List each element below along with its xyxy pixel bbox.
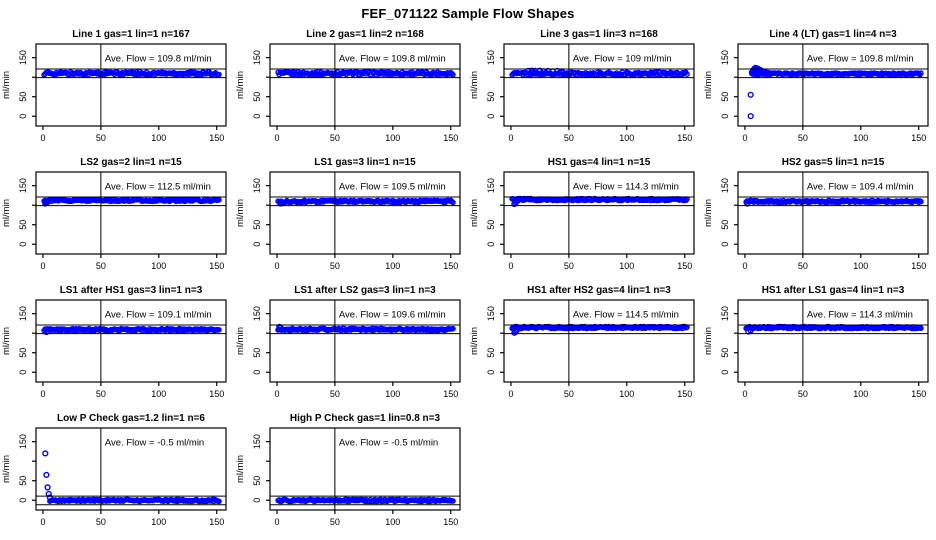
- ave-flow-annotation: Ave. Flow = 109.1 ml/min: [104, 309, 212, 321]
- y-tick-label: 50: [18, 347, 28, 358]
- flow-panel-4: [702, 26, 936, 154]
- ave-flow-annotation: Ave. Flow = 109.8 ml/min: [104, 53, 212, 65]
- panel-plot: [234, 282, 468, 410]
- flow-panel-7: [468, 154, 702, 282]
- y-tick-label: 0: [18, 369, 28, 375]
- x-tick-label: 0: [274, 261, 280, 271]
- y-axis-label: ml/min: [235, 71, 246, 99]
- panel-plot: [234, 26, 468, 154]
- x-tick-label: 150: [443, 133, 459, 143]
- data-points: [748, 65, 923, 118]
- x-tick-label: 0: [508, 133, 514, 143]
- y-tick-label: 0: [252, 113, 262, 119]
- y-axis-label: ml/min: [1, 455, 12, 483]
- y-axis-label: ml/min: [235, 199, 246, 227]
- y-tick-label: 50: [486, 219, 496, 230]
- y-axis-label: ml/min: [1, 71, 12, 99]
- x-tick-label: 100: [151, 517, 167, 527]
- panel-plot: [234, 410, 468, 538]
- y-tick-label: 0: [252, 497, 262, 503]
- data-points: [276, 198, 455, 206]
- data-points: [276, 70, 455, 77]
- x-tick-label: 100: [151, 261, 167, 271]
- panel-title: Line 2 gas=1 lin=2 n=168: [306, 29, 424, 40]
- x-tick-label: 50: [563, 261, 574, 271]
- y-tick-label: 150: [486, 306, 496, 322]
- y-tick-label: 0: [486, 241, 496, 247]
- y-axis-label: ml/min: [235, 327, 246, 355]
- x-tick-label: 150: [911, 389, 927, 399]
- data-point-special: [748, 114, 753, 119]
- x-tick-label: 150: [443, 261, 459, 271]
- y-tick-label: 150: [720, 178, 730, 194]
- y-tick-label: 50: [18, 219, 28, 230]
- ave-flow-annotation: Ave. Flow = 109.5 ml/min: [338, 181, 446, 193]
- y-axis-label: ml/min: [235, 455, 246, 483]
- y-tick-label: 0: [486, 369, 496, 375]
- flow-panel-11: [468, 282, 702, 410]
- data-points: [744, 324, 923, 334]
- data-points: [276, 497, 455, 503]
- x-tick-label: 100: [619, 133, 635, 143]
- panel-title: HS2 gas=5 lin=1 n=15: [781, 157, 885, 168]
- ave-flow-annotation: Ave. Flow = 114.5 ml/min: [572, 309, 679, 321]
- ave-flow-annotation: Ave. Flow = -0.5 ml/min: [338, 437, 439, 449]
- y-tick-label: 0: [486, 113, 496, 119]
- flow-panel-3: [468, 26, 702, 154]
- x-tick-label: 150: [443, 517, 459, 527]
- y-axis-label: ml/min: [469, 327, 480, 355]
- x-tick-label: 50: [563, 133, 574, 143]
- panel-title: Line 1 gas=1 lin=1 n=167: [72, 29, 190, 40]
- y-tick-label: 150: [720, 50, 730, 66]
- data-points: [276, 325, 455, 333]
- panel-plot: [0, 410, 234, 538]
- x-tick-label: 50: [329, 517, 340, 527]
- x-tick-label: 150: [443, 389, 459, 399]
- flow-panel-14: [234, 410, 468, 538]
- y-tick-label: 50: [252, 219, 262, 230]
- page-title: FEF_071122 Sample Flow Shapes: [361, 6, 575, 21]
- data-points: [744, 198, 923, 206]
- x-tick-label: 100: [853, 133, 869, 143]
- data-point-special: [45, 485, 50, 490]
- x-tick-label: 100: [151, 133, 167, 143]
- x-tick-label: 50: [797, 261, 808, 271]
- data-point-special: [44, 473, 49, 478]
- y-tick-label: 50: [486, 91, 496, 102]
- y-tick-label: 150: [18, 50, 28, 66]
- x-tick-label: 150: [677, 261, 693, 271]
- y-tick-label: 150: [486, 178, 496, 194]
- ave-flow-annotation: Ave. Flow = 109.6 ml/min: [338, 309, 446, 321]
- y-tick-label: 150: [18, 178, 28, 194]
- panel-plot: [468, 154, 702, 282]
- x-tick-label: 150: [209, 517, 225, 527]
- panel-plot: [468, 282, 702, 410]
- panel-plot: [0, 154, 234, 282]
- x-tick-label: 0: [40, 261, 46, 271]
- x-tick-label: 50: [329, 133, 340, 143]
- ave-flow-annotation: Ave. Flow = 109.8 ml/min: [806, 53, 914, 65]
- y-tick-label: 50: [18, 475, 28, 486]
- y-tick-label: 50: [252, 347, 262, 358]
- x-tick-label: 50: [329, 261, 340, 271]
- y-tick-label: 0: [252, 369, 262, 375]
- x-tick-label: 0: [508, 261, 514, 271]
- panel-title: LS2 gas=2 lin=1 n=15: [80, 157, 182, 168]
- y-axis-label: ml/min: [1, 199, 12, 227]
- x-tick-label: 100: [385, 389, 401, 399]
- x-tick-label: 100: [385, 261, 401, 271]
- y-tick-label: 0: [18, 241, 28, 247]
- flow-panel-12: [702, 282, 936, 410]
- y-tick-label: 150: [252, 434, 262, 450]
- flow-panel-8: [702, 154, 936, 282]
- y-axis-label: ml/min: [1, 327, 12, 355]
- y-tick-label: 0: [18, 113, 28, 119]
- panel-title: High P Check gas=1 lin=0.8 n=3: [289, 413, 441, 424]
- y-tick-label: 50: [252, 475, 262, 486]
- y-tick-label: 0: [720, 369, 730, 375]
- x-tick-label: 150: [209, 261, 225, 271]
- y-tick-label: 50: [18, 91, 28, 102]
- x-tick-label: 50: [329, 389, 340, 399]
- ave-flow-annotation: Ave. Flow = 109.4 ml/min: [806, 181, 914, 193]
- panel-plot: [0, 26, 234, 154]
- data-points: [510, 196, 689, 206]
- x-tick-label: 100: [385, 133, 401, 143]
- flow-panel-2: [234, 26, 468, 154]
- panel-plot: [468, 26, 702, 154]
- x-tick-label: 150: [677, 133, 693, 143]
- x-tick-label: 150: [911, 133, 927, 143]
- y-axis-label: ml/min: [703, 327, 714, 355]
- panel-title: LS1 after HS1 gas=3 lin=1 n=3: [59, 285, 203, 296]
- y-axis-label: ml/min: [703, 71, 714, 99]
- panel-grid: [0, 26, 936, 538]
- ave-flow-annotation: Ave. Flow = 114.3 ml/min: [572, 181, 679, 193]
- data-points: [42, 70, 221, 77]
- ave-flow-annotation: Ave. Flow = 109.8 ml/min: [338, 53, 446, 65]
- panel-title: Line 3 gas=1 lin=3 n=168: [540, 29, 658, 40]
- panel-title: HS1 after HS2 gas=4 lin=1 n=3: [527, 285, 671, 296]
- x-tick-label: 50: [95, 261, 106, 271]
- panel-plot: [702, 26, 936, 154]
- y-tick-label: 150: [720, 306, 730, 322]
- panel-plot: [702, 282, 936, 410]
- panel-title: HS1 after LS1 gas=4 lin=1 n=3: [761, 285, 905, 296]
- panel-title: HS1 gas=4 lin=1 n=15: [547, 157, 651, 168]
- y-tick-label: 50: [252, 91, 262, 102]
- y-tick-label: 50: [720, 347, 730, 358]
- flow-panel-6: [234, 154, 468, 282]
- x-tick-label: 50: [797, 389, 808, 399]
- y-tick-label: 150: [252, 178, 262, 194]
- y-tick-label: 50: [486, 347, 496, 358]
- data-points: [510, 68, 689, 77]
- x-tick-label: 0: [274, 389, 280, 399]
- x-tick-label: 100: [853, 261, 869, 271]
- x-tick-label: 150: [209, 389, 225, 399]
- x-tick-label: 50: [95, 133, 106, 143]
- y-tick-label: 50: [720, 91, 730, 102]
- x-tick-label: 0: [40, 517, 46, 527]
- panel-title: Low P Check gas=1.2 lin=1 n=6: [57, 413, 205, 424]
- flow-panel-13: [0, 410, 234, 538]
- panel-title: Line 4 (LT) gas=1 lin=4 n=3: [769, 29, 897, 40]
- x-tick-label: 100: [619, 261, 635, 271]
- y-tick-label: 150: [18, 306, 28, 322]
- x-tick-label: 100: [853, 389, 869, 399]
- ave-flow-annotation: Ave. Flow = 112.5 ml/min: [104, 181, 211, 193]
- x-tick-label: 50: [95, 389, 106, 399]
- y-tick-label: 150: [252, 306, 262, 322]
- x-tick-label: 0: [274, 517, 280, 527]
- x-tick-label: 0: [40, 389, 46, 399]
- y-tick-label: 0: [720, 113, 730, 119]
- x-tick-label: 50: [95, 517, 106, 527]
- x-tick-label: 50: [797, 133, 808, 143]
- x-tick-label: 0: [742, 261, 748, 271]
- flow-panel-9: [0, 282, 234, 410]
- x-tick-label: 150: [677, 389, 693, 399]
- x-tick-label: 150: [911, 261, 927, 271]
- x-tick-label: 0: [40, 133, 46, 143]
- ave-flow-annotation: Ave. Flow = 114.3 ml/min: [806, 309, 913, 321]
- data-point-special: [748, 92, 753, 97]
- data-point-special: [43, 451, 48, 456]
- y-tick-label: 150: [486, 50, 496, 66]
- y-tick-label: 50: [720, 219, 730, 230]
- data-points: [42, 197, 221, 206]
- y-axis-label: ml/min: [469, 199, 480, 227]
- x-tick-label: 0: [508, 389, 514, 399]
- x-tick-label: 0: [274, 133, 280, 143]
- flow-panel-1: [0, 26, 234, 154]
- y-tick-label: 0: [720, 241, 730, 247]
- y-tick-label: 0: [18, 497, 28, 503]
- flow-panel-10: [234, 282, 468, 410]
- panel-plot: [0, 282, 234, 410]
- x-tick-label: 100: [385, 517, 401, 527]
- x-tick-label: 150: [209, 133, 225, 143]
- panel-plot: [702, 154, 936, 282]
- y-axis-label: ml/min: [469, 71, 480, 99]
- y-axis-label: ml/min: [703, 199, 714, 227]
- panel-title: LS1 gas=3 lin=1 n=15: [314, 157, 416, 168]
- x-tick-label: 50: [563, 389, 574, 399]
- panel-plot: [234, 154, 468, 282]
- x-tick-label: 100: [151, 389, 167, 399]
- y-tick-label: 150: [252, 50, 262, 66]
- ave-flow-annotation: Ave. Flow = -0.5 ml/min: [104, 437, 205, 449]
- x-tick-label: 0: [742, 133, 748, 143]
- y-tick-label: 0: [252, 241, 262, 247]
- x-tick-label: 0: [742, 389, 748, 399]
- y-tick-label: 150: [18, 434, 28, 450]
- ave-flow-annotation: Ave. Flow = 109 ml/min: [572, 53, 672, 65]
- x-tick-label: 100: [619, 389, 635, 399]
- flow-panel-5: [0, 154, 234, 282]
- panel-title: LS1 after LS2 gas=3 lin=1 n=3: [294, 285, 436, 296]
